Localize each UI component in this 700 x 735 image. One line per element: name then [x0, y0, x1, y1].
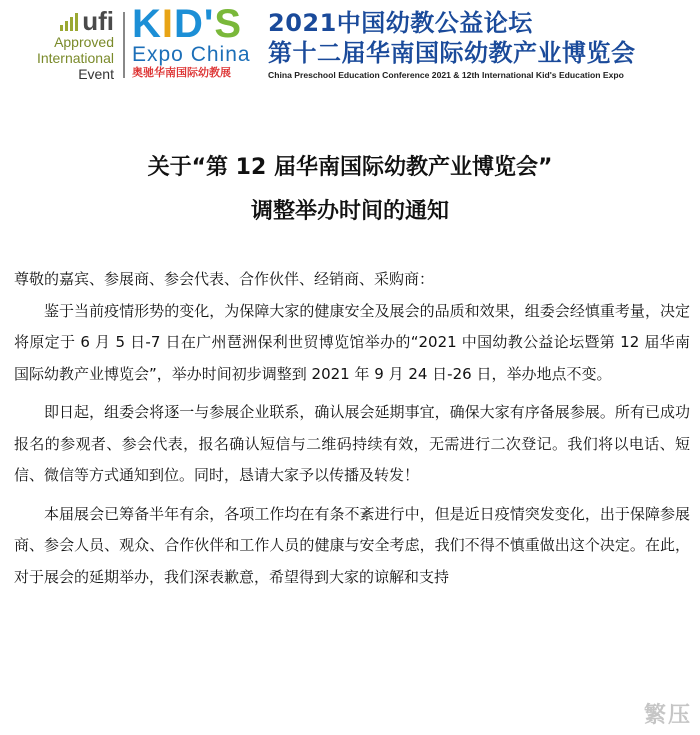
ufi-logo	[28, 8, 114, 34]
conference-english-title: China Preschool Education Conference 2021 & 12th International Kid's Education Expo	[268, 70, 624, 80]
conference-title-line2: 第十二届华南国际幼教产业博览会	[268, 39, 636, 67]
kids-expo-logo	[132, 4, 262, 92]
ufi-approved: Approved	[54, 34, 114, 50]
ufi-logo-text: ufi	[82, 6, 114, 36]
logo-divider	[123, 12, 125, 78]
notice-body	[14, 264, 690, 600]
kids-cn-subtitle: 奥驰华南国际幼教展	[132, 66, 231, 79]
kids-letter-i: I	[161, 2, 175, 46]
kids-wordmark	[132, 4, 262, 44]
salutation: 尊敬的嘉宾、参展商、参会代表、合作伙伴、经销商、采购商：	[14, 270, 435, 288]
ufi-event: Event	[78, 66, 114, 82]
kids-expo-china: Expo China	[132, 43, 251, 66]
paragraph-1: 鉴于当前疫情形势的变化，为保障大家的健康安全及展会的品质和效果，组委会经慎重考量，决定将原定于 6 月 5 日-7 日在广州琶洲保利世贸博览馆举办的“2021 中国幼教公益论坛暨第 12 届华南国际幼教产业博览会”，举办时间初步调整到 2021 年 9 月 24 日-26 日，举办地点不变。	[14, 301, 690, 383]
notice-title-line1: 关于“第 12 届华南国际幼教产业博览会”	[147, 155, 553, 180]
paragraph-2: 即日起，组委会将逐一与参展企业联系，确认展会延期事宜，确保大家有序备展参展。所有已成功报名的参观者、参会代表，报名确认短信与二维码持续有效，无需进行二次登记。我们将以电话、短信、微信等方式通知到位。同时，恳请大家予以传播及转发！	[14, 403, 690, 484]
notice-title-line2: 调整举办时间的通知	[250, 199, 449, 224]
ufi-mark-icon	[58, 11, 80, 33]
ufi-international: International	[36, 50, 114, 66]
kids-letter-d: D'	[174, 2, 215, 46]
watermark: 繁压	[643, 703, 692, 728]
header-banner	[0, 0, 700, 100]
paragraph-3: 本届展会已筹备半年有余，各项工作均在有条不紊进行中，但是近日疫情突发变化，出于保障参展商、参会人员、观众、合作伙伴和工作人员的健康与安全考虑，我们不得不慎重做出这个决定。在此，对于展会的延期举办，我们深表歉意，希望得到大家的谅解和支持	[14, 504, 690, 586]
kids-letter-s: S	[214, 2, 243, 46]
ufi-logo-block	[28, 8, 114, 88]
kids-letter-k: K	[132, 2, 162, 46]
conference-title-line1: 2021中国幼教公益论坛	[268, 9, 533, 37]
conference-title-block	[268, 8, 698, 82]
